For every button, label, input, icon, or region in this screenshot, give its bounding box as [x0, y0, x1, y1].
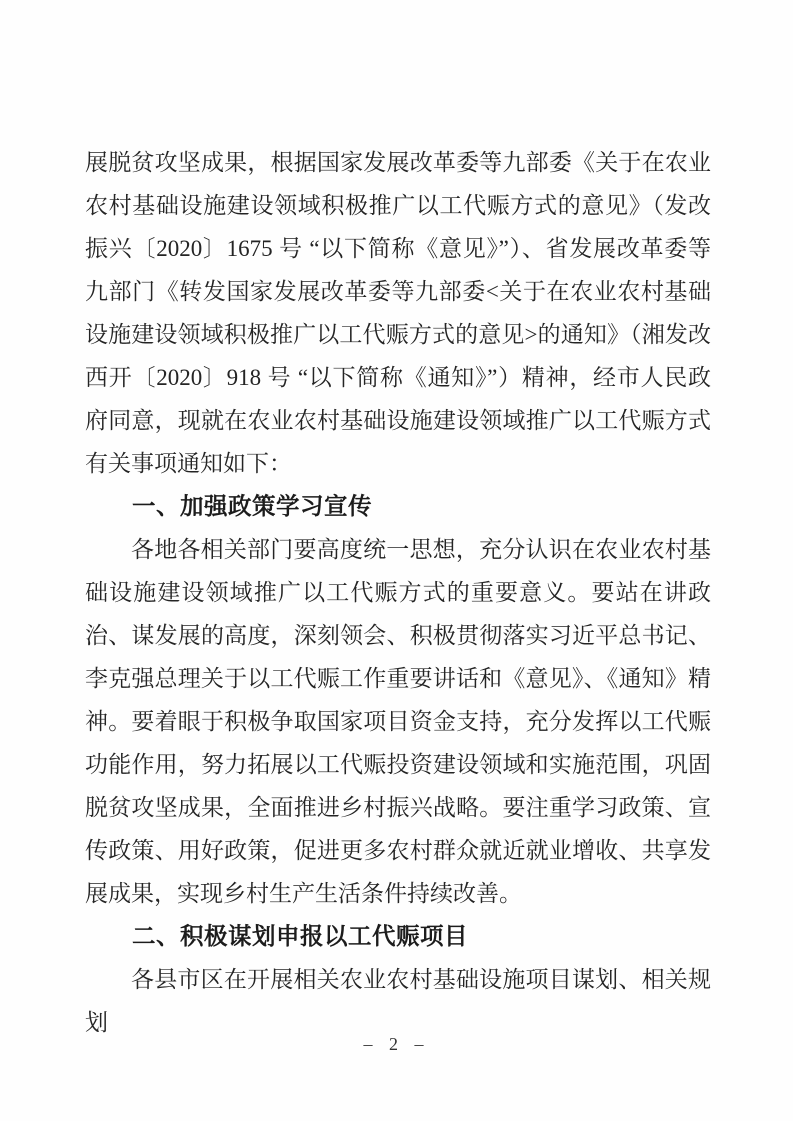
section-2-heading: 二、积极谋划申报以工代赈项目: [132, 923, 468, 949]
intro-paragraph: 展脱贫攻坚成果，根据国家发展改革委等九部委《关于在农业农村基础设施建设领域积极推广以工代赈方式的意见》（发改振兴〔2020〕1675 号 “以下简称《意见》”）、省发展改革委等九部门《转发国家发展改革委等九部委<关于在农业农村基础设施建设领域积极推广以工代赈方式的意见>的通知》（湘发改西开〔2020〕918 号 “以下简称《通知》”）精神，经市人民政府同意，现就在农业农村基础设施建设领域推广以工代赈方式有关事项通知如下：: [85, 150, 711, 476]
page-number: – 2 –: [363, 1034, 430, 1054]
section-1-paragraph: 各地各相关部门要高度统一思想，充分认识在农业农村基础设施建设领域推广以工代赈方式的重要意义。要站在讲政治、谋发展的高度，深刻领会、积极贯彻落实习近平总书记、李克强总理关于以工代赈工作重要讲话和《意见》、《通知》精神。要着眼于积极争取国家项目资金支持，充分发挥以工代赈功能作用，努力拓展以工代赈投资建设领域和实施范围，巩固脱贫攻坚成果，全面推进乡村振兴战略。要注重学习政策、宣传政策、用好政策，促进更多农村群众就近就业增收、共享发展成果，实现乡村生产生活条件持续改善。: [85, 537, 711, 906]
section-2-paragraph: 各县市区在开展相关农业农村基础设施项目谋划、相关规划: [85, 967, 711, 1035]
section-1-heading: 一、加强政策学习宣传: [132, 493, 372, 519]
document-body: [85, 141, 711, 1044]
